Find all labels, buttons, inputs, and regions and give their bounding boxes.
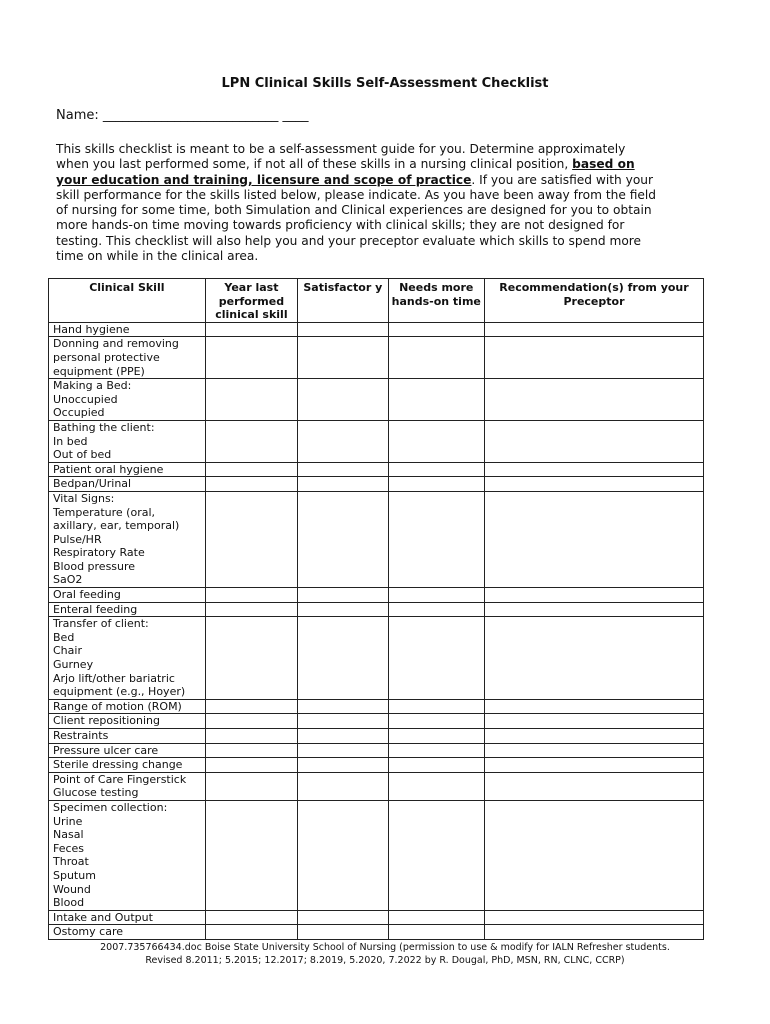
satisfactory-cell[interactable] (298, 420, 388, 462)
satisfactory-cell[interactable] (298, 800, 388, 910)
clinical-skill-cell (49, 337, 206, 379)
needs-more-time-cell[interactable] (388, 714, 484, 729)
skill-text-line: Glucose testing (53, 786, 139, 800)
satisfactory-cell[interactable] (298, 588, 388, 603)
needs-more-time-cell[interactable] (388, 462, 484, 477)
skill-text-line: Feces (53, 841, 85, 855)
satisfactory-cell[interactable] (298, 491, 388, 587)
needs-more-time-cell[interactable] (388, 925, 484, 940)
recommendation-cell[interactable] (484, 800, 703, 910)
recommendation-cell[interactable] (484, 462, 703, 477)
clinical-skill-cell (49, 477, 206, 492)
satisfactory-cell[interactable] (298, 617, 388, 700)
year-last-performed-cell[interactable] (205, 743, 297, 758)
year-last-performed-cell[interactable] (205, 602, 297, 617)
skill-text-line: Wound (53, 882, 91, 896)
table-row (49, 729, 704, 744)
table-row (49, 772, 704, 800)
year-last-performed-cell[interactable] (205, 337, 297, 379)
table-row (49, 602, 704, 617)
year-last-performed-cell[interactable] (205, 322, 297, 337)
clinical-skill-cell (49, 379, 206, 421)
recommendation-cell[interactable] (484, 337, 703, 379)
year-last-performed-cell[interactable] (205, 379, 297, 421)
table-row (49, 322, 704, 337)
year-last-performed-cell[interactable] (205, 699, 297, 714)
table-row (49, 420, 704, 462)
skill-text-line: Intake and Output (53, 910, 153, 924)
skill-text-line: Gurney (53, 658, 94, 672)
satisfactory-cell[interactable] (298, 322, 388, 337)
satisfactory-cell[interactable] (298, 743, 388, 758)
needs-more-time-cell[interactable] (388, 420, 484, 462)
recommendation-cell[interactable] (484, 743, 703, 758)
year-last-performed-cell[interactable] (205, 800, 297, 910)
table-row (49, 477, 704, 492)
needs-more-time-cell[interactable] (388, 602, 484, 617)
clinical-skill-cell (49, 617, 206, 700)
clinical-skill-cell (49, 420, 206, 462)
year-last-performed-cell[interactable] (205, 714, 297, 729)
table-row (49, 743, 704, 758)
skill-text-line: Patient oral hygiene (53, 462, 164, 476)
needs-more-time-cell[interactable] (388, 729, 484, 744)
skill-text-line: Occupied (53, 406, 105, 420)
skill-text-line: In bed (53, 434, 88, 448)
satisfactory-cell[interactable] (298, 714, 388, 729)
recommendation-cell[interactable] (484, 420, 703, 462)
skill-text-line: Restraints (53, 729, 109, 742)
needs-more-time-cell[interactable] (388, 758, 484, 773)
needs-more-time-cell[interactable] (388, 699, 484, 714)
year-last-performed-cell[interactable] (205, 772, 297, 800)
table-row (49, 588, 704, 603)
header-satisfactory: Satisfactor y (298, 279, 388, 323)
skill-text-line: Out of bed (53, 448, 112, 462)
satisfactory-cell[interactable] (298, 477, 388, 492)
skill-text-line: SaO2 (53, 573, 83, 587)
table-row (49, 925, 704, 940)
year-last-performed-cell[interactable] (205, 588, 297, 603)
satisfactory-cell[interactable] (298, 462, 388, 477)
recommendation-cell[interactable] (484, 379, 703, 421)
recommendation-cell[interactable] (484, 758, 703, 773)
recommendation-cell[interactable] (484, 477, 703, 492)
year-last-performed-cell[interactable] (205, 758, 297, 773)
skill-text-line: Enteral feeding (53, 602, 138, 616)
satisfactory-cell[interactable] (298, 758, 388, 773)
skill-text-line: Sterile dressing change (53, 758, 183, 772)
table-row (49, 758, 704, 773)
clinical-skill-cell (49, 491, 206, 587)
needs-more-time-cell[interactable] (388, 800, 484, 910)
year-last-performed-cell[interactable] (205, 617, 297, 700)
skill-text-line: equipment (PPE) (53, 364, 145, 378)
skill-text-line: Sputum (53, 868, 96, 882)
skill-text-line: Respiratory Rate (53, 546, 145, 560)
recommendation-cell[interactable] (484, 588, 703, 603)
year-last-performed-cell[interactable] (205, 462, 297, 477)
recommendation-cell[interactable] (484, 925, 703, 940)
intro-emphasis: based on your education and training, licensure and scope of practice (56, 157, 635, 187)
clinical-skill-cell (49, 910, 206, 925)
satisfactory-cell[interactable] (298, 925, 388, 940)
recommendation-cell[interactable] (484, 699, 703, 714)
year-last-performed-cell[interactable] (205, 729, 297, 744)
name-field-label: Name: ___________________________ ____ (56, 108, 309, 123)
table-row (49, 800, 704, 910)
needs-more-time-cell[interactable] (388, 772, 484, 800)
skill-text-line: Pulse/HR (53, 532, 102, 546)
skill-text-line: Specimen collection: (53, 800, 168, 814)
recommendation-cell[interactable] (484, 910, 703, 925)
satisfactory-cell[interactable] (298, 729, 388, 744)
skill-text-line: Chair (53, 644, 82, 658)
table-row (49, 337, 704, 379)
skill-text-line: Donning and removing (53, 337, 179, 351)
skill-text-line: Arjo lift/other bariatric (53, 671, 175, 685)
satisfactory-cell[interactable] (298, 337, 388, 379)
clinical-skill-cell (49, 602, 206, 617)
needs-more-time-cell[interactable] (388, 617, 484, 700)
table-row (49, 714, 704, 729)
document-footer: 2007.735766434.doc Boise State University School of Nursing (permission to use & modify for IALN Refresher students. Revised 8.2011; 5.2015; 12.2017; 8.2019, 5.2020, 7.2022 by R. Dougal, PhD, MSN, RN, CLNC, CCRP) (100, 942, 670, 966)
header-needs-more-time: Needs more hands-on time (388, 279, 484, 323)
clinical-skill-cell (49, 322, 206, 337)
needs-more-time-cell[interactable] (388, 743, 484, 758)
skill-text-line: Bathing the client: (53, 420, 155, 434)
intro-text-end: . If you are satisfied with your skill performance for the skills listed below, please indicate. As you have been away from the field of nursing for some time, both Simulation and Clinical experiences are designed for you to obtain more hands-on time moving towards proficiency with clinical skills; they are not designed for testing. This checklist will also help you and your preceptor evaluate which skills to spend more time on while in the clinical area. (56, 172, 657, 264)
needs-more-time-cell[interactable] (388, 588, 484, 603)
skill-text-line: equipment (e.g., Hoyer) (53, 685, 186, 699)
skill-text-line: Oral feeding (53, 588, 121, 602)
intro-paragraph (56, 142, 660, 264)
clinical-skill-cell (49, 699, 206, 714)
table-row (49, 699, 704, 714)
recommendation-cell[interactable] (484, 491, 703, 587)
satisfactory-cell[interactable] (298, 910, 388, 925)
skill-text-line: Bed (53, 630, 75, 644)
clinical-skill-cell (49, 462, 206, 477)
year-last-performed-cell[interactable] (205, 910, 297, 925)
skill-text-line: Range of motion (ROM) (53, 699, 182, 713)
year-last-performed-cell[interactable] (205, 477, 297, 492)
skill-text-line: Pressure ulcer care (53, 743, 159, 757)
satisfactory-cell[interactable] (298, 772, 388, 800)
table-header-row (49, 279, 704, 323)
skill-text-line: Vital Signs: (53, 491, 115, 505)
clinical-skill-cell (49, 588, 206, 603)
table-row (49, 617, 704, 700)
clinical-skill-cell (49, 729, 206, 744)
header-clinical-skill: Clinical Skill (49, 279, 206, 323)
clinical-skill-cell (49, 758, 206, 773)
skill-text-line: Blood (53, 896, 85, 910)
table-row (49, 379, 704, 421)
skill-text-line: Blood pressure (53, 559, 136, 573)
skill-text-line: Hand hygiene (53, 322, 130, 336)
recommendation-cell[interactable] (484, 322, 703, 337)
skill-text-line: Urine (53, 814, 83, 828)
skill-text-line: Ostomy care (53, 925, 123, 939)
skill-text-line: Client repositioning (53, 714, 160, 728)
recommendation-cell[interactable] (484, 772, 703, 800)
needs-more-time-cell[interactable] (388, 491, 484, 587)
skill-text-line: axillary, ear, temporal) (53, 519, 180, 533)
skill-text-line: Transfer of client: (53, 617, 149, 631)
recommendation-cell[interactable] (484, 602, 703, 617)
year-last-performed-cell[interactable] (205, 925, 297, 940)
skill-text-line: Point of Care Fingerstick (53, 772, 187, 786)
skill-text-line: Nasal (53, 828, 84, 842)
skills-checklist-table (48, 278, 704, 940)
satisfactory-cell[interactable] (298, 602, 388, 617)
recommendation-cell[interactable] (484, 729, 703, 744)
recommendation-cell[interactable] (484, 714, 703, 729)
satisfactory-cell[interactable] (298, 699, 388, 714)
year-last-performed-cell[interactable] (205, 420, 297, 462)
clinical-skill-cell (49, 772, 206, 800)
skill-text-line: Temperature (oral, (53, 505, 156, 519)
clinical-skill-cell (49, 743, 206, 758)
skill-text-line: Throat (53, 855, 89, 869)
skill-text-line: Making a Bed: (53, 379, 132, 393)
needs-more-time-cell[interactable] (388, 322, 484, 337)
table-row (49, 491, 704, 587)
clinical-skill-cell (49, 925, 206, 940)
clinical-skill-cell (49, 714, 206, 729)
clinical-skill-cell (49, 800, 206, 910)
table-row (49, 910, 704, 925)
year-last-performed-cell[interactable] (205, 491, 297, 587)
table-row (49, 462, 704, 477)
needs-more-time-cell[interactable] (388, 477, 484, 492)
needs-more-time-cell[interactable] (388, 379, 484, 421)
recommendation-cell[interactable] (484, 617, 703, 700)
skill-text-line: Bedpan/Urinal (53, 477, 132, 491)
document-title: LPN Clinical Skills Self-Assessment Checklist (221, 76, 549, 91)
skill-text-line: Unoccupied (53, 392, 118, 406)
intro-text-start: This skills checklist is meant to be a self-assessment guide for you. Determine approximately when you last performed some, if not all of these skills in a nursing clinical position, (56, 142, 626, 172)
needs-more-time-cell[interactable] (388, 337, 484, 379)
satisfactory-cell[interactable] (298, 379, 388, 421)
header-recommendations: Recommendation(s) from your Preceptor (484, 279, 703, 323)
header-year-last-performed: Year last performed clinical skill (205, 279, 297, 323)
needs-more-time-cell[interactable] (388, 910, 484, 925)
skill-text-line: personal protective (53, 350, 160, 364)
